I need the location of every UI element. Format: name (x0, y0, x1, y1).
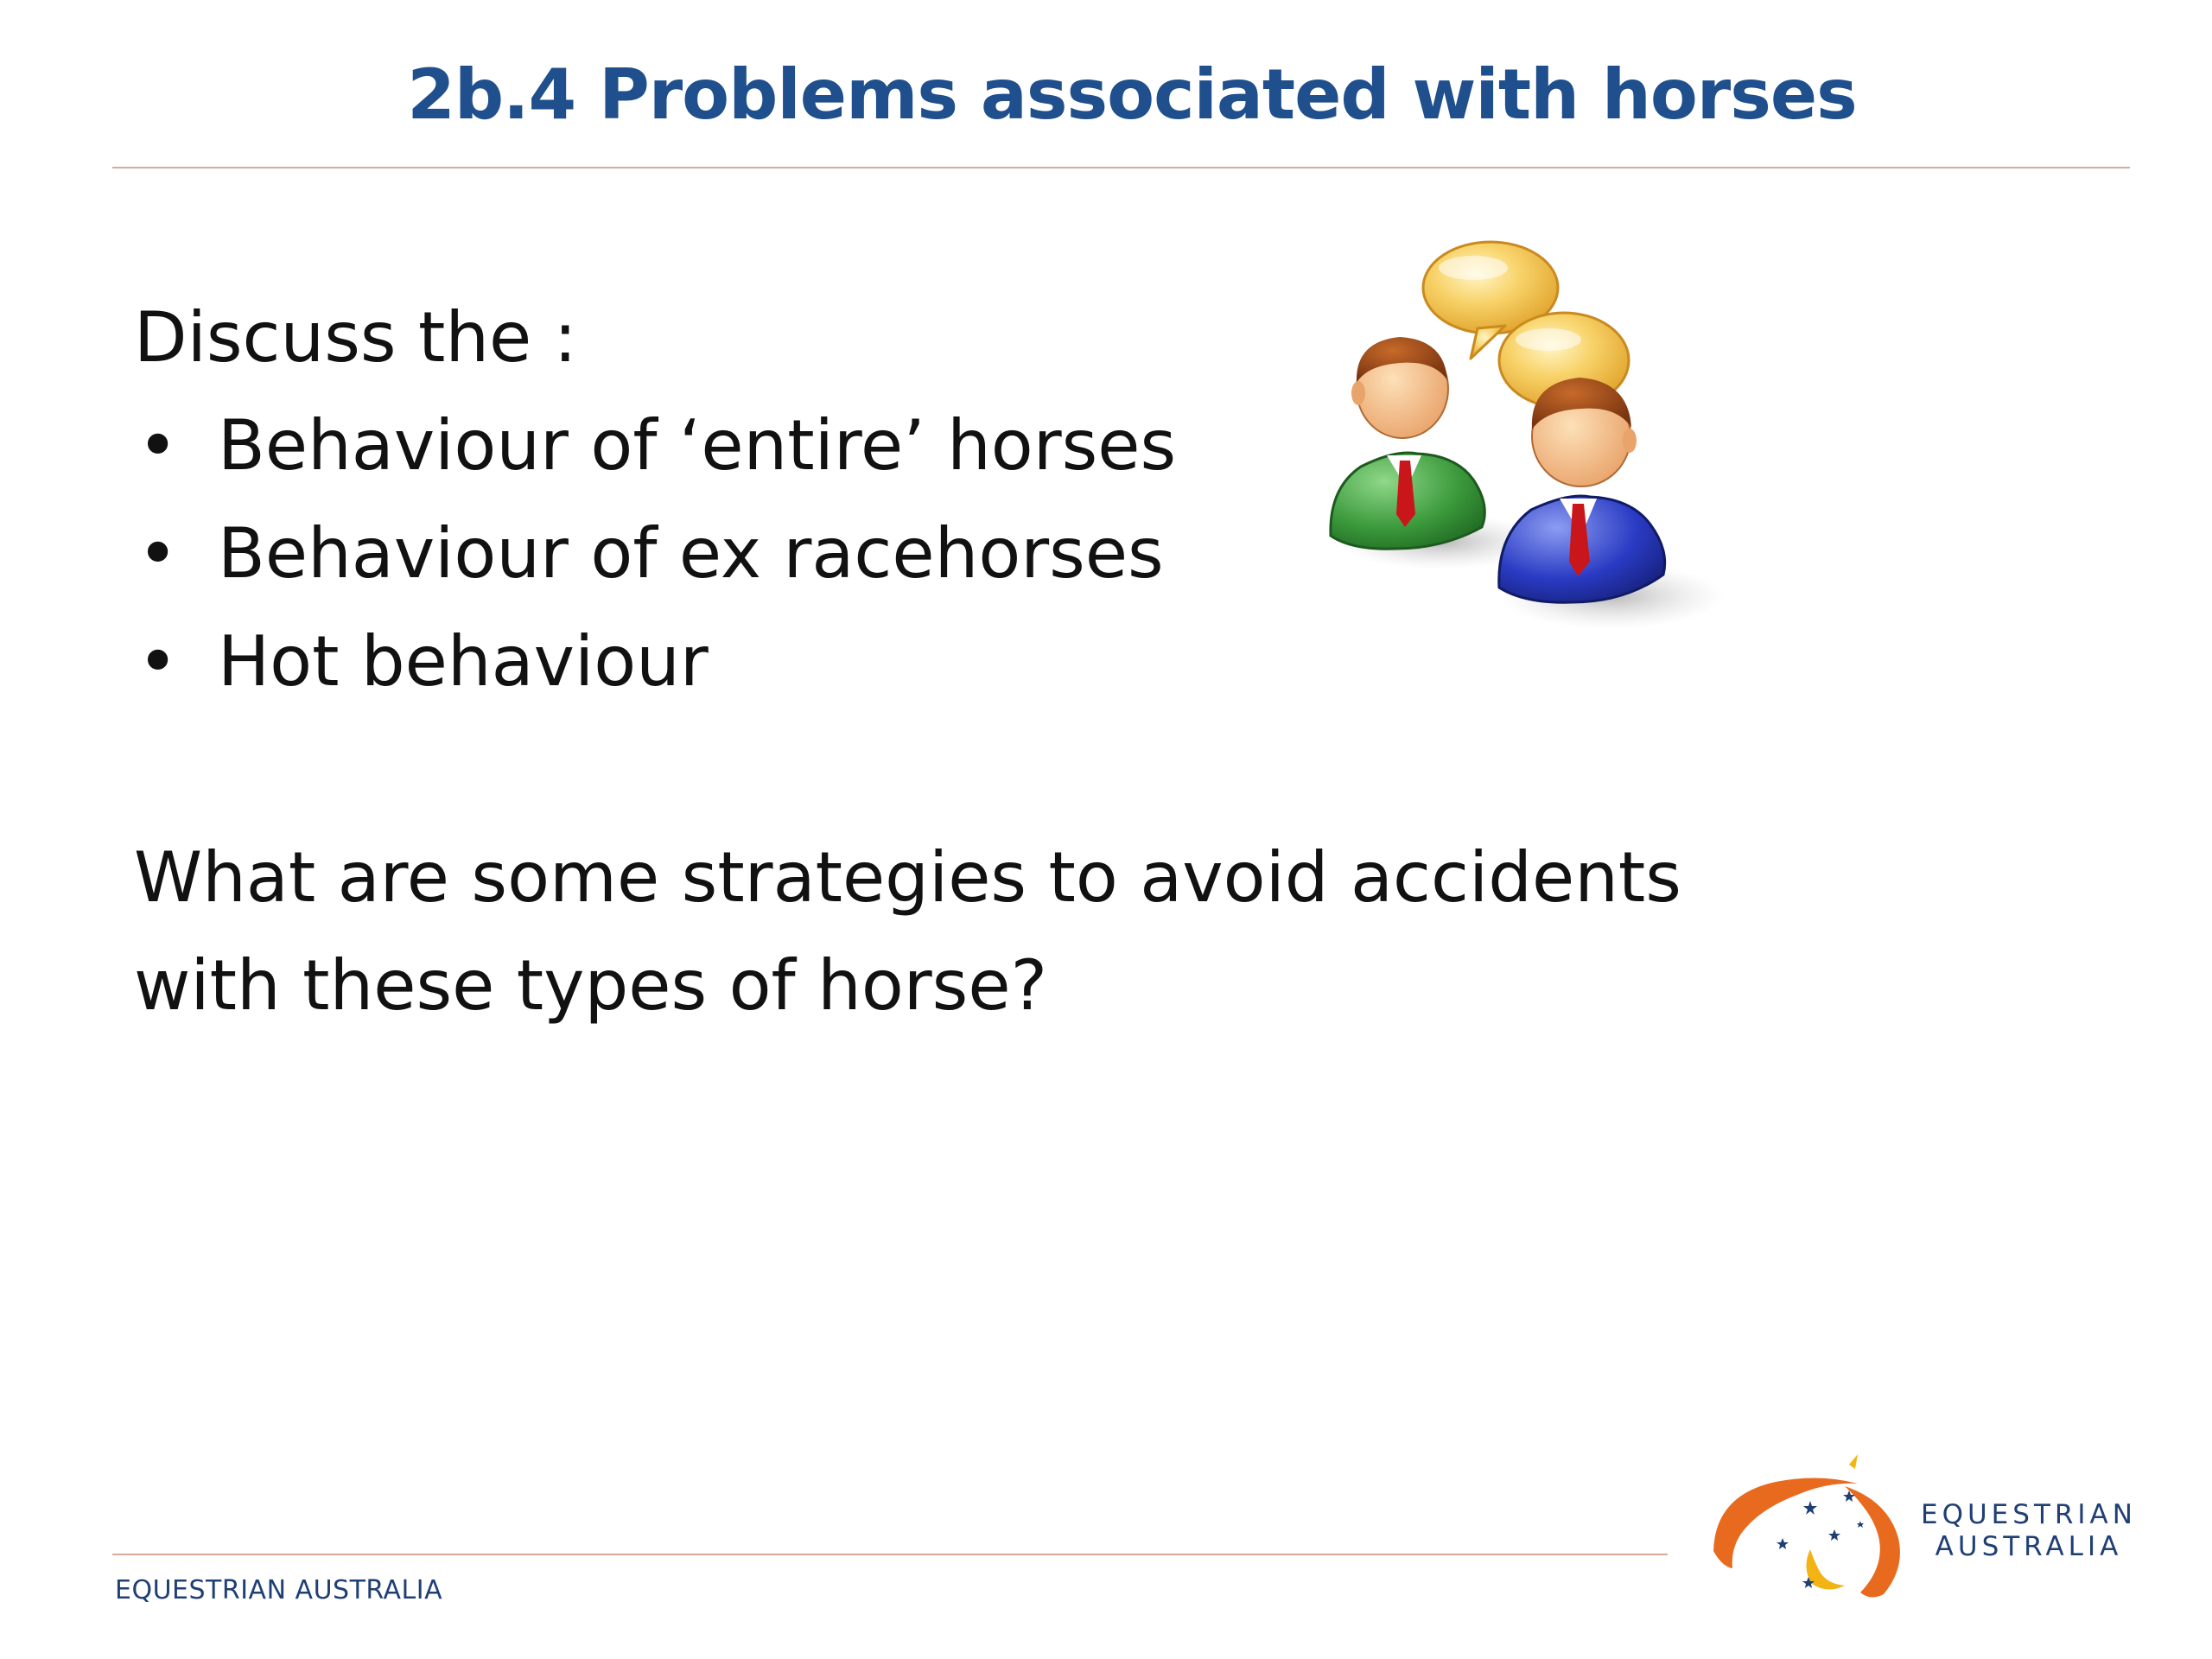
footer-divider (112, 1554, 1668, 1555)
title-divider (112, 167, 2130, 168)
bullet-dot: • (137, 621, 179, 702)
logo-line-2: AUSTRALIA (1935, 1531, 2123, 1562)
bullet-dot: • (137, 405, 179, 486)
question-text: What are some strategies to avoid accidents with these types of horse? (134, 837, 1681, 1026)
intro-text: Discuss the : (134, 297, 577, 378)
logo-wordmark (1921, 1499, 2137, 1563)
footer-text: EQUESTRIAN AUSTRALIA (115, 1575, 443, 1605)
person-blue-icon (1499, 378, 1724, 629)
discussion-people-icon (1313, 229, 1763, 644)
equestrian-australia-logo (1707, 1447, 2173, 1603)
bullet-text: Hot behaviour (218, 621, 709, 702)
slide-title: 2b.4 Problems associated with horses (407, 54, 1857, 135)
horse-logo-icon (1707, 1447, 1923, 1603)
logo-line-1: EQUESTRIAN (1921, 1499, 2137, 1530)
bullet-text: Behaviour of ex racehorses (218, 513, 1164, 594)
bullet-dot: • (137, 513, 179, 594)
bullet-text: Behaviour of ‘entire’ horses (218, 405, 1177, 486)
